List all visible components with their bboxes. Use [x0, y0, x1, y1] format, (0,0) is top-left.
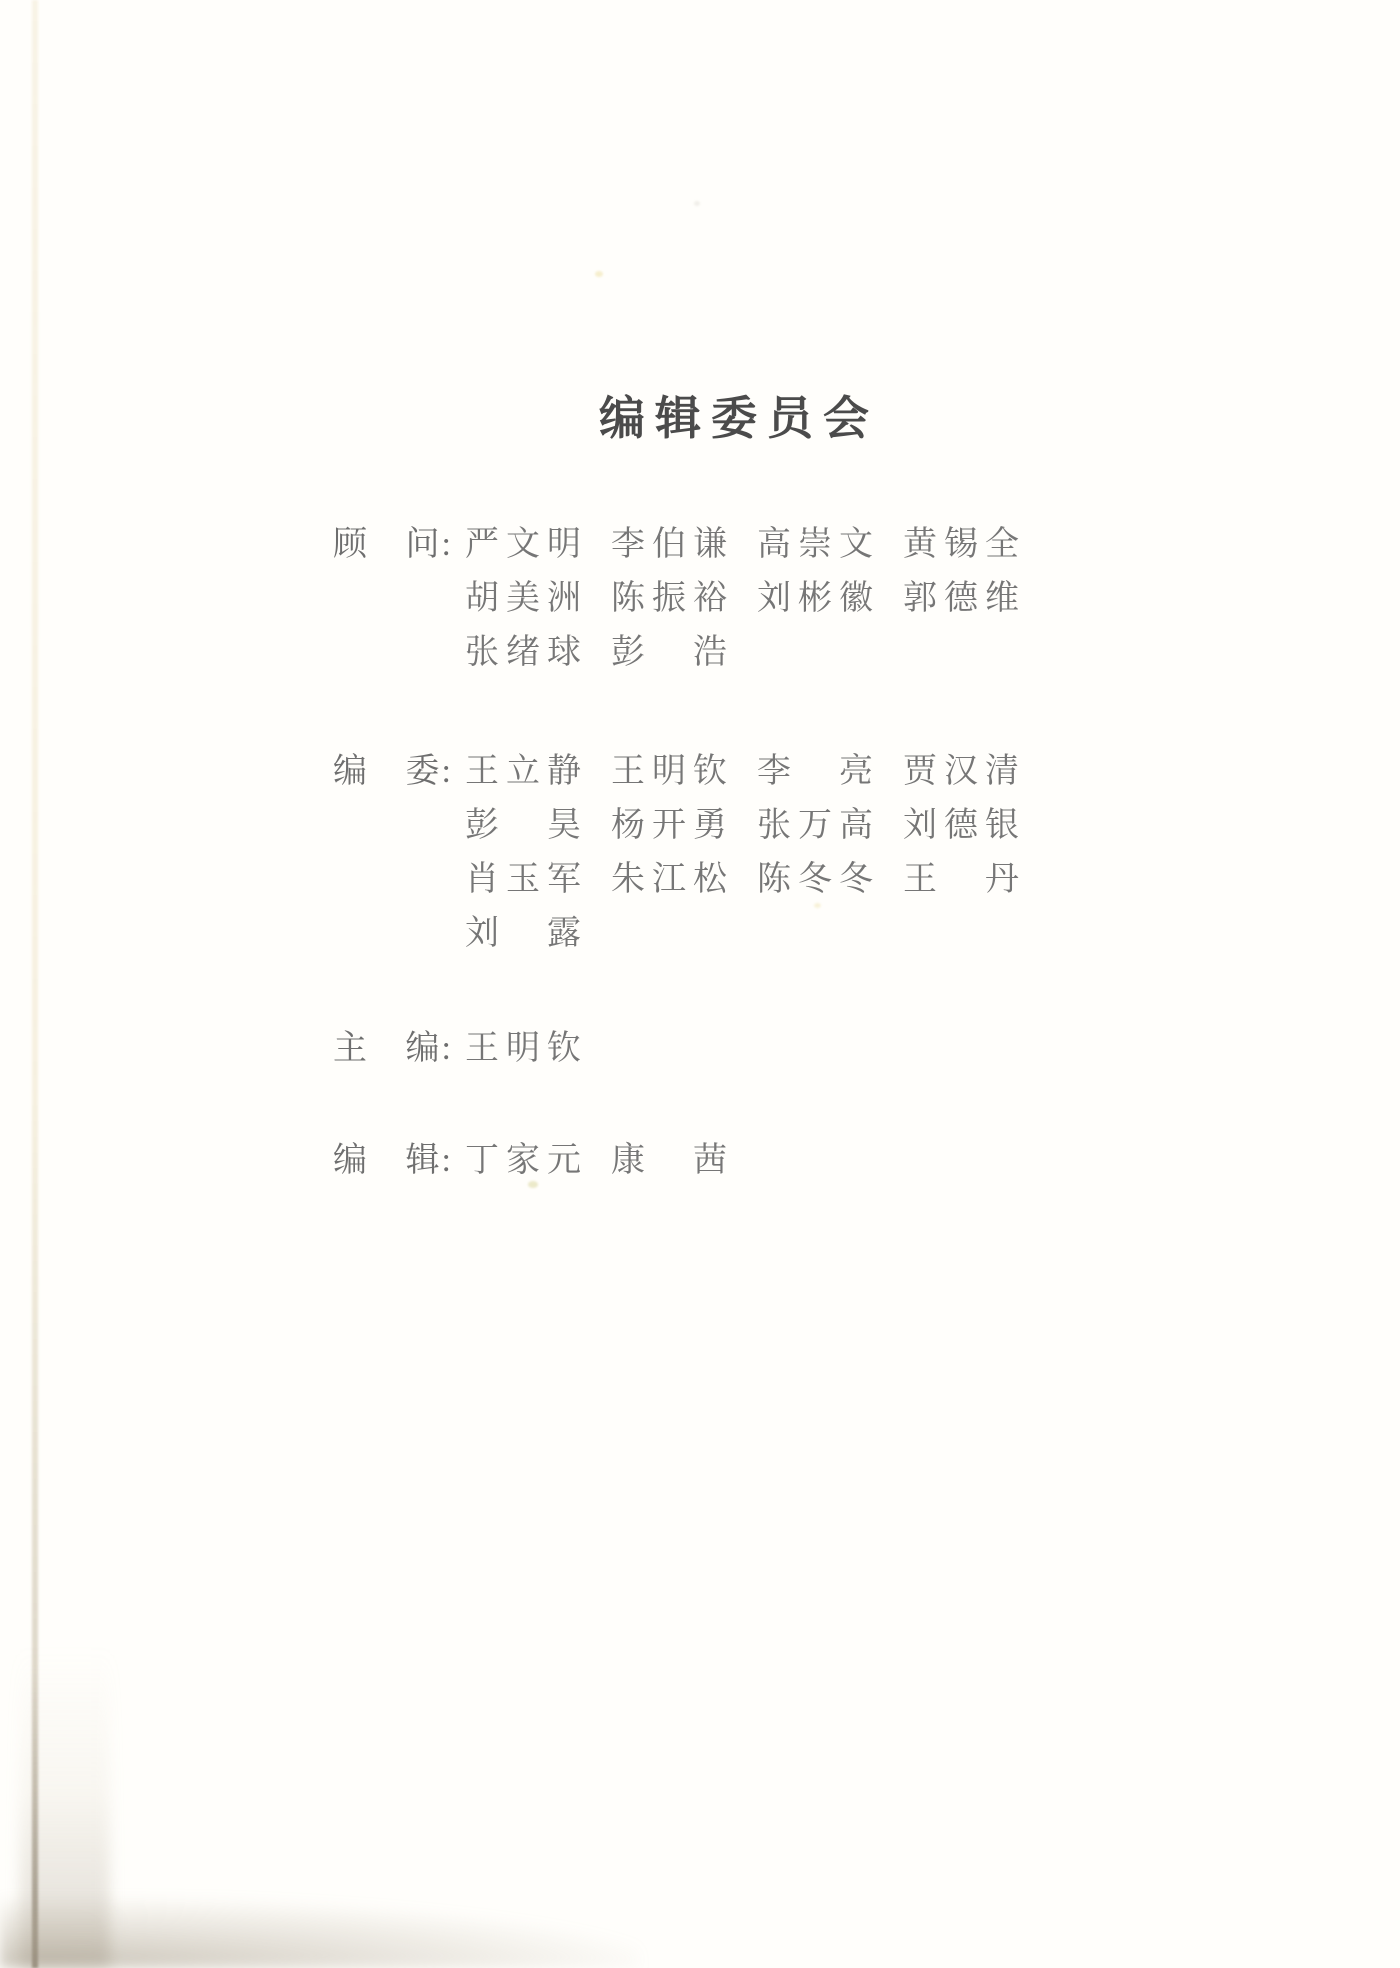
- label-colon: :: [441, 525, 451, 563]
- name-row: [465, 902, 1233, 956]
- editors-label: [333, 1129, 451, 1183]
- person-name: 高崇文: [757, 525, 880, 563]
- person-name: 李伯谦: [611, 525, 734, 563]
- person-name: 郭德维: [903, 579, 1026, 617]
- editors-section: [333, 1129, 1233, 1183]
- person-name: 王 丹: [903, 860, 1026, 898]
- person-name: 王明钦: [465, 1029, 588, 1067]
- person-name: 彭 昊: [465, 806, 588, 844]
- label-char-with-colon: 问:: [405, 525, 451, 563]
- name-row: [465, 848, 1233, 902]
- scan-bottom-shadow: [0, 1898, 640, 1968]
- person-name: 贾汉清: [903, 752, 1026, 790]
- chief-editor-section: [333, 1017, 1233, 1071]
- board-name-rows: [465, 740, 1233, 956]
- label-colon: :: [441, 752, 451, 790]
- label-char-with-colon: 辑:: [405, 1141, 451, 1179]
- person-name: 杨开勇: [611, 806, 734, 844]
- name-row: [465, 621, 1233, 675]
- editors-name-rows: [465, 1129, 1233, 1183]
- label-char: 编: [333, 752, 367, 790]
- person-name: 胡美洲: [465, 579, 588, 617]
- label-colon: :: [441, 1029, 451, 1067]
- person-name: 刘德银: [903, 806, 1026, 844]
- board-label: [333, 740, 451, 794]
- chief-editor-name-rows: [465, 1017, 1233, 1071]
- person-name: 张绪球: [465, 633, 588, 671]
- label-char-with-colon: 委:: [405, 752, 451, 790]
- person-name: 王明钦: [611, 752, 734, 790]
- person-name: 朱江松: [611, 860, 734, 898]
- page-title: 编辑委员会: [599, 393, 879, 444]
- label-char: 顾: [333, 525, 367, 563]
- person-name: 张万高: [757, 806, 880, 844]
- label-char: 主: [333, 1029, 367, 1067]
- person-name: 彭 浩: [611, 633, 734, 671]
- name-row: [465, 740, 1233, 794]
- name-row: [465, 567, 1233, 621]
- paper-speck: [595, 271, 603, 277]
- chief-editor-label: [333, 1017, 451, 1071]
- person-name: 丁家元: [465, 1141, 588, 1179]
- person-name: 康 茜: [611, 1141, 734, 1179]
- name-row: [465, 1017, 1233, 1071]
- person-name: 刘彬徽: [757, 579, 880, 617]
- person-name: 肖玉军: [465, 860, 588, 898]
- name-row: [465, 1129, 1233, 1183]
- person-name: 李 亮: [757, 752, 880, 790]
- label-char-with-colon: 编:: [405, 1029, 451, 1067]
- person-name: 王立静: [465, 752, 588, 790]
- name-row: [465, 794, 1233, 848]
- label-colon: :: [441, 1141, 451, 1179]
- board-section: [333, 740, 1233, 956]
- person-name: 陈冬冬: [757, 860, 880, 898]
- advisors-label: [333, 513, 451, 567]
- person-name: 陈振裕: [611, 579, 734, 617]
- person-name: 黄锡全: [903, 525, 1026, 563]
- name-row: [465, 513, 1233, 567]
- paper-speck: [694, 201, 700, 206]
- advisors-section: [333, 513, 1233, 675]
- advisors-name-rows: [465, 513, 1233, 675]
- label-char: 编: [333, 1141, 367, 1179]
- person-name: 严文明: [465, 525, 588, 563]
- person-name: 刘 露: [465, 914, 588, 952]
